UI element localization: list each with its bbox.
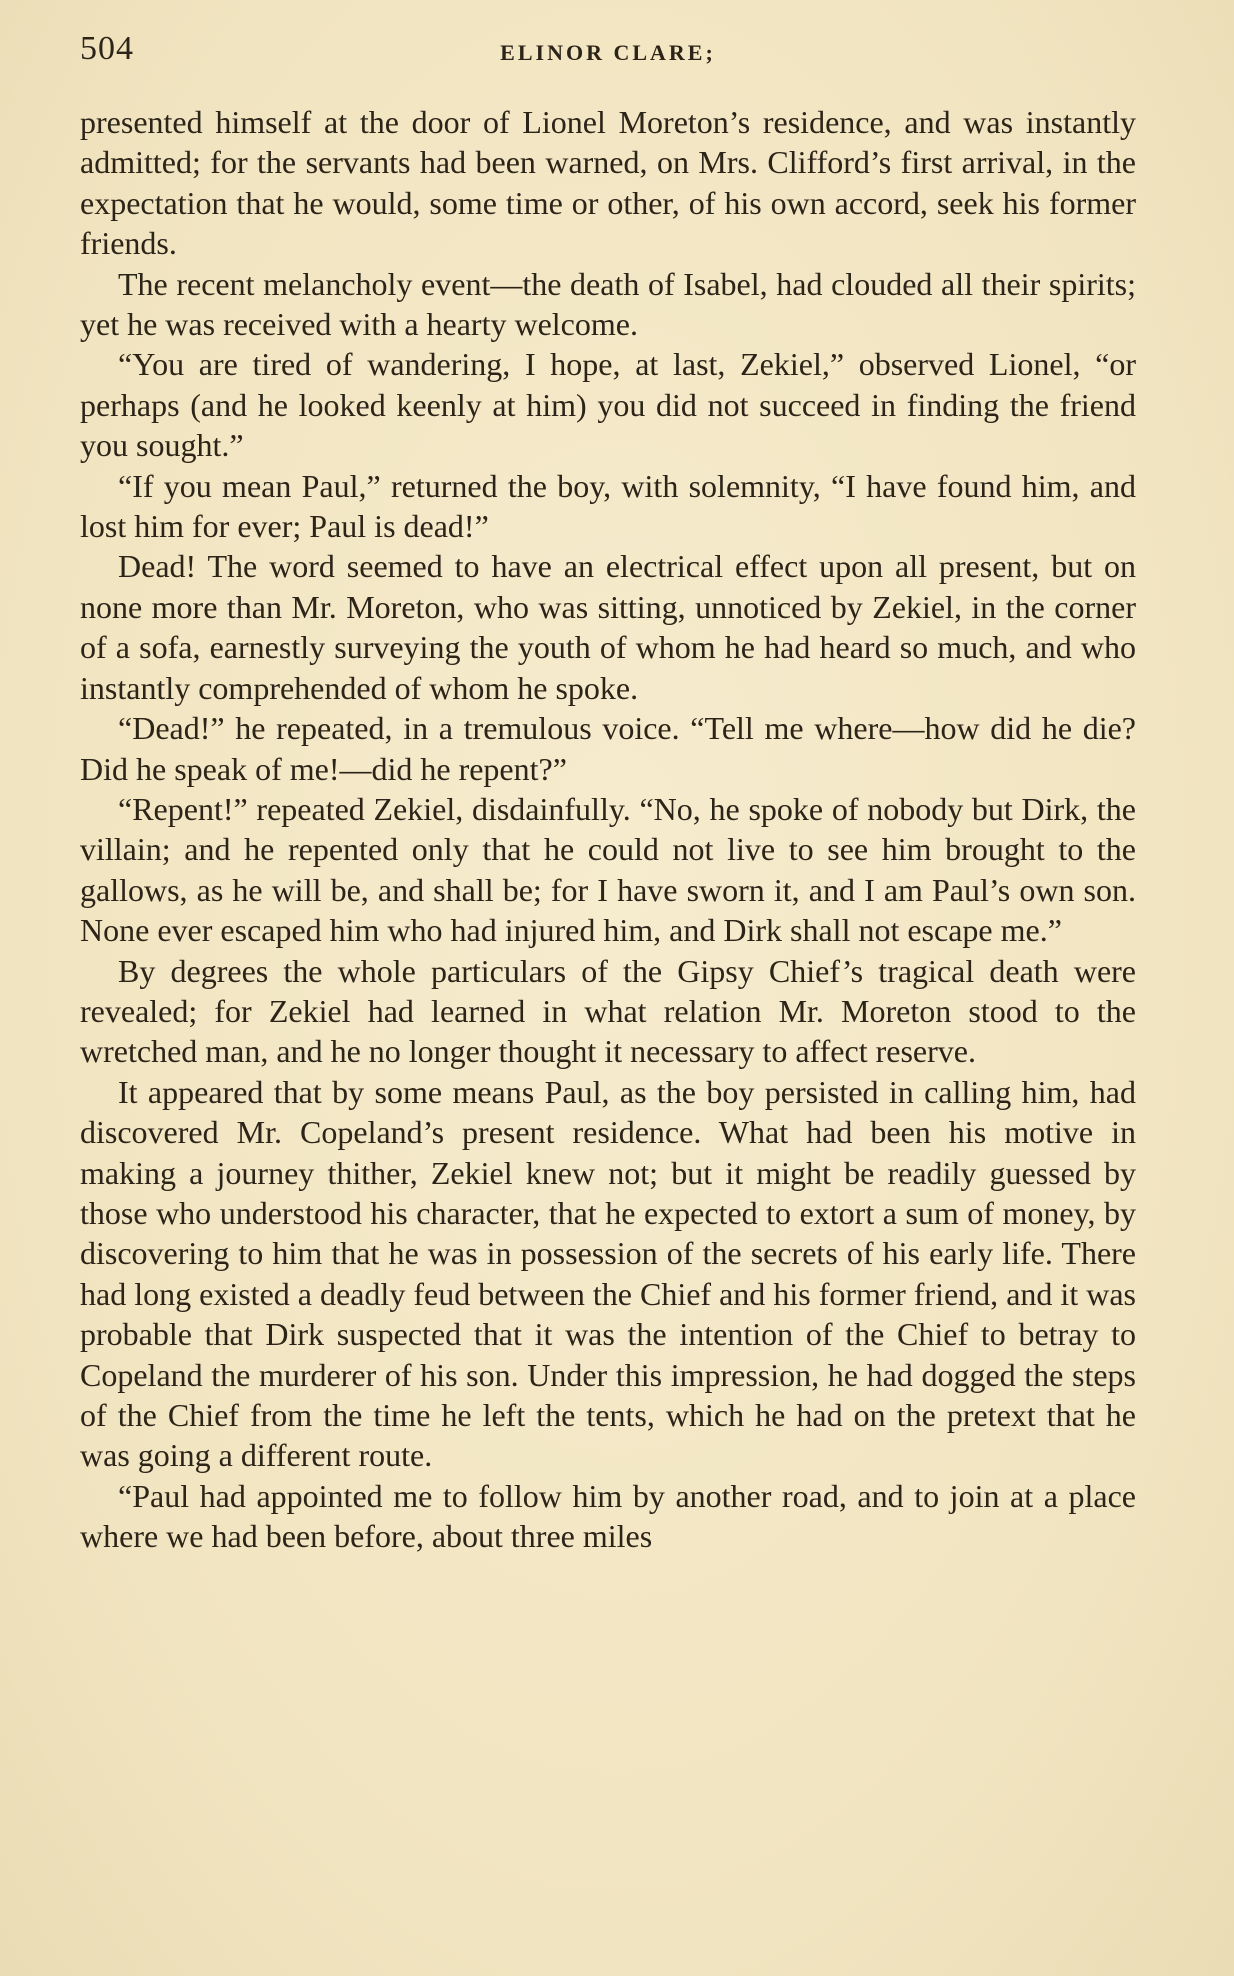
paragraph: “Paul had appointed me to follow him by another road, and to join at a place where we had been before, about three miles	[80, 1477, 1136, 1555]
paragraph: “Repent!” repeated Zekiel, disdainfully. “No, he spoke of nobody but Dirk, the villain; and he repented only that he could not live to see him brought to the gallows, as he will be, and shall be; for I have sworn it, and I am Paul’s own son. None ever escaped him who had injured him, and Dirk shall not escape me.”	[80, 790, 1136, 949]
paragraph: Dead! The word seemed to have an electrical effect upon all present, but on none more than Mr. Moreton, who was sitting, unnoticed by Zekiel, in the corner of a sofa, earnestly surveying the youth of whom he had heard so much, and who instantly comprehended of whom he spoke.	[80, 548, 1136, 706]
running-title: ELINOR CLARE;	[500, 40, 716, 65]
paragraph: presented himself at the door of Lionel Moreton’s residence, and was instantly admitted; for the servants had been warned, on Mrs. Clifford’s first arrival, in the expectation that he would, some time or other, of his own accord, seek his former friends.	[80, 104, 1136, 262]
page-header	[80, 30, 1136, 80]
paragraph: “You are tired of wandering, I hope, at last, Zekiel,” observed Lionel, “or perhaps (and he looked keenly at him) you did not succeed in finding the friend you sought.”	[80, 346, 1136, 464]
paragraph: By degrees the whole particulars of the Gipsy Chief’s tragical death were revealed; for Zekiel had learned in what relation Mr. Moreton stood to the wretched man, and he no longer thought it necessary to affect reserve.	[80, 952, 1136, 1070]
paragraph: The recent melancholy event—the death of Isabel, had clouded all their spirits; yet he was received with a hearty welcome.	[80, 265, 1136, 343]
paragraph: It appeared that by some means Paul, as the boy persisted in calling him, had discovered Mr. Copeland’s present residence. What had been his motive in making a journey thither, Zekiel knew not; but it might be readily guessed by those who understood his character, that he expected to extort a sum of money, by discovering to him that he was in possession of the secrets of his early life. There had long existed a deadly feud between the Chief and his former friend, and it was probable that Dirk suspected that it was the intention of the Chief to betray to Copeland the murderer of his son. Under this impression, he had dogged the steps of the Chief from the time he left the tents, which he had on the pretext that he was going a different route.	[80, 1073, 1136, 1474]
body-text	[80, 102, 1136, 1557]
paragraph: “If you mean Paul,” returned the boy, with solemnity, “I have found him, and lost him for ever; Paul is dead!”	[80, 467, 1136, 545]
paragraph: “Dead!” he repeated, in a tremulous voice. “Tell me where—how did he die? Did he speak of me!—did he repent?”	[80, 710, 1136, 787]
page-number: 504	[80, 30, 134, 67]
